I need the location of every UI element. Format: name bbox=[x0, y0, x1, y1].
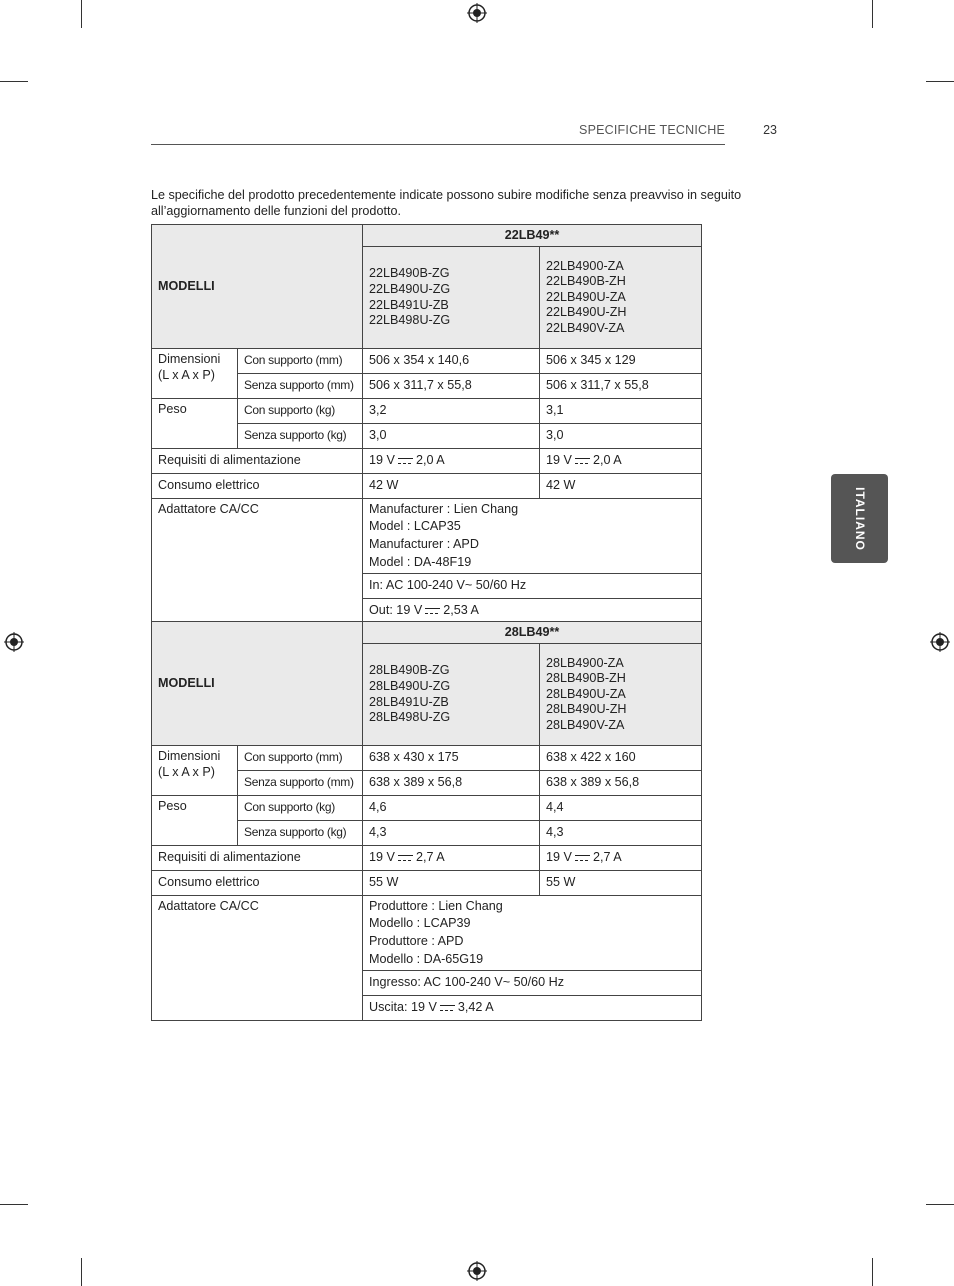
registration-mark-icon bbox=[467, 1261, 487, 1281]
dc-symbol-icon bbox=[398, 855, 413, 861]
adapter-input: In: AC 100-240 V~ 50/60 Hz bbox=[363, 574, 702, 599]
spec-value: 3,1 bbox=[540, 399, 702, 424]
adapter-output bbox=[363, 996, 702, 1021]
language-tab-label: ITALIANO bbox=[852, 486, 867, 551]
model-code: 28LB490U-ZH bbox=[546, 702, 627, 717]
model-list bbox=[540, 247, 702, 349]
dimensions-label bbox=[152, 746, 238, 796]
spec-value: 3,0 bbox=[363, 424, 540, 449]
model-code: 28LB490U-ZG bbox=[369, 678, 451, 693]
spec-value: 638 x 389 x 56,8 bbox=[540, 771, 702, 796]
spec-table-22lb49 bbox=[151, 224, 702, 624]
dc-symbol-icon bbox=[575, 458, 590, 464]
spec-value: 638 x 389 x 56,8 bbox=[363, 771, 540, 796]
spec-value: 506 x 354 x 140,6 bbox=[363, 349, 540, 374]
models-label: MODELLI bbox=[152, 622, 363, 746]
model-code: 22LB491U-ZB bbox=[369, 297, 449, 312]
current-text: 2,0 A bbox=[592, 453, 622, 468]
adapter-output-current: 2,53 A bbox=[443, 603, 479, 618]
dimensions-label-line: (L x A x P) bbox=[158, 367, 215, 382]
crop-mark bbox=[926, 81, 954, 82]
spec-value: 506 x 311,7 x 55,8 bbox=[363, 374, 540, 399]
adapter-info bbox=[363, 896, 702, 971]
header-divider bbox=[151, 144, 725, 145]
page-number: 23 bbox=[763, 123, 777, 137]
crop-mark bbox=[81, 0, 82, 28]
spec-table-28lb49 bbox=[151, 621, 702, 1021]
model-code: 22LB490U-ZG bbox=[369, 281, 451, 296]
model-code: 22LB4900-ZA bbox=[546, 258, 624, 273]
power-requirement-value bbox=[363, 449, 540, 474]
model-code: 28LB490U-ZA bbox=[546, 686, 626, 701]
voltage-text: 19 V bbox=[369, 850, 395, 865]
series-name: 22LB49** bbox=[363, 225, 702, 247]
model-list bbox=[540, 644, 702, 746]
spec-value: 4,6 bbox=[363, 796, 540, 821]
adapter-input: Ingresso: AC 100-240 V~ 50/60 Hz bbox=[363, 971, 702, 996]
spec-value: 638 x 422 x 160 bbox=[540, 746, 702, 771]
adapter-info-line: Model : DA-48F19 bbox=[369, 554, 472, 569]
without-stand-mm-label: Senza supporto (mm) bbox=[238, 771, 363, 796]
model-code: 28LB4900-ZA bbox=[546, 655, 624, 670]
adapter-info-line: Produttore : Lien Chang bbox=[369, 898, 503, 913]
spec-value: 4,3 bbox=[540, 821, 702, 846]
adapter-info-line: Model : LCAP35 bbox=[369, 519, 461, 534]
crop-mark bbox=[81, 1258, 82, 1286]
spec-value: 42 W bbox=[540, 474, 702, 499]
with-stand-kg-label: Con supporto (kg) bbox=[238, 796, 363, 821]
with-stand-mm-label: Con supporto (mm) bbox=[238, 349, 363, 374]
adapter-info-line: Produttore : APD bbox=[369, 934, 464, 948]
model-code: 22LB490U-ZH bbox=[546, 305, 627, 320]
spec-value: 3,2 bbox=[363, 399, 540, 424]
adapter-output bbox=[363, 599, 702, 624]
dc-symbol-icon bbox=[398, 458, 413, 464]
weight-label: Peso bbox=[152, 796, 238, 846]
adapter-output-prefix: Uscita: 19 V bbox=[369, 1000, 437, 1015]
dimensions-label bbox=[152, 349, 238, 399]
models-label: MODELLI bbox=[152, 225, 363, 349]
voltage-text: 19 V bbox=[546, 850, 572, 865]
spec-value: 506 x 311,7 x 55,8 bbox=[540, 374, 702, 399]
adapter-info bbox=[363, 499, 702, 574]
power-consumption-label: Consumo elettrico bbox=[152, 474, 363, 499]
model-list bbox=[363, 247, 540, 349]
spec-value: 3,0 bbox=[540, 424, 702, 449]
registration-mark-icon bbox=[930, 632, 950, 652]
adapter-output-prefix: Out: 19 V bbox=[369, 603, 423, 618]
power-consumption-label: Consumo elettrico bbox=[152, 871, 363, 896]
without-stand-kg-label: Senza supporto (kg) bbox=[238, 821, 363, 846]
registration-mark-icon bbox=[4, 632, 24, 652]
dimensions-label-line: Dimensioni bbox=[158, 352, 221, 366]
voltage-text: 19 V bbox=[369, 453, 395, 468]
model-code: 22LB490U-ZA bbox=[546, 289, 626, 304]
with-stand-mm-label: Con supporto (mm) bbox=[238, 746, 363, 771]
series-name: 28LB49** bbox=[363, 622, 702, 644]
adapter-info-line: Modello : DA-65G19 bbox=[369, 951, 484, 966]
model-code: 28LB491U-ZB bbox=[369, 694, 449, 709]
current-text: 2,0 A bbox=[415, 453, 445, 468]
power-requirement-value bbox=[540, 846, 702, 871]
model-code: 28LB490B-ZG bbox=[369, 663, 450, 678]
power-requirement-value bbox=[363, 846, 540, 871]
model-code: 22LB490V-ZA bbox=[546, 320, 625, 335]
crop-mark bbox=[872, 1258, 873, 1286]
model-code: 22LB490B-ZH bbox=[546, 274, 626, 289]
crop-mark bbox=[0, 81, 28, 82]
power-requirement-label: Requisiti di alimentazione bbox=[152, 846, 363, 871]
voltage-text: 19 V bbox=[546, 453, 572, 468]
without-stand-kg-label: Senza supporto (kg) bbox=[238, 424, 363, 449]
dimensions-label-line: (L x A x P) bbox=[158, 764, 215, 779]
model-code: 28LB490B-ZH bbox=[546, 671, 626, 686]
model-code: 22LB498U-ZG bbox=[369, 313, 451, 328]
model-code: 28LB498U-ZG bbox=[369, 710, 451, 725]
adapter-output-current: 3,42 A bbox=[457, 1000, 494, 1015]
spec-value: 4,4 bbox=[540, 796, 702, 821]
adapter-info-line: Manufacturer : Lien Chang bbox=[369, 501, 519, 516]
crop-mark bbox=[0, 1204, 28, 1205]
model-code: 22LB490B-ZG bbox=[369, 266, 450, 281]
spec-value: 42 W bbox=[363, 474, 540, 499]
intro-note: Le specifiche del prodotto precedentemente indicate possono subire modifiche senza preavviso in seguito all’aggiornamento delle funzioni del prodotto. bbox=[151, 188, 742, 218]
adapter-label: Adattatore CA/CC bbox=[152, 896, 363, 1021]
adapter-info-line: Modello : LCAP39 bbox=[369, 916, 471, 931]
section-title: SPECIFICHE TECNICHE bbox=[579, 123, 725, 137]
dc-symbol-icon bbox=[425, 608, 440, 614]
dimensions-label-line: Dimensioni bbox=[158, 749, 221, 763]
without-stand-mm-label: Senza supporto (mm) bbox=[238, 374, 363, 399]
spec-value: 55 W bbox=[363, 871, 540, 896]
adapter-info-line: Manufacturer : APD bbox=[369, 537, 479, 551]
power-requirement-label: Requisiti di alimentazione bbox=[152, 449, 363, 474]
spec-value: 4,3 bbox=[363, 821, 540, 846]
model-code: 28LB490V-ZA bbox=[546, 717, 625, 732]
power-requirement-value bbox=[540, 449, 702, 474]
weight-label: Peso bbox=[152, 399, 238, 449]
adapter-label: Adattatore CA/CC bbox=[152, 499, 363, 624]
current-text: 2,7 A bbox=[415, 850, 445, 865]
with-stand-kg-label: Con supporto (kg) bbox=[238, 399, 363, 424]
spec-value: 55 W bbox=[540, 871, 702, 896]
model-list bbox=[363, 644, 540, 746]
dc-symbol-icon bbox=[575, 855, 590, 861]
language-tab bbox=[831, 474, 888, 563]
dc-symbol-icon bbox=[440, 1005, 455, 1011]
current-text: 2,7 A bbox=[592, 850, 622, 865]
spec-value: 506 x 345 x 129 bbox=[540, 349, 702, 374]
crop-mark bbox=[926, 1204, 954, 1205]
registration-mark-icon bbox=[467, 3, 487, 23]
spec-value: 638 x 430 x 175 bbox=[363, 746, 540, 771]
crop-mark bbox=[872, 0, 873, 28]
